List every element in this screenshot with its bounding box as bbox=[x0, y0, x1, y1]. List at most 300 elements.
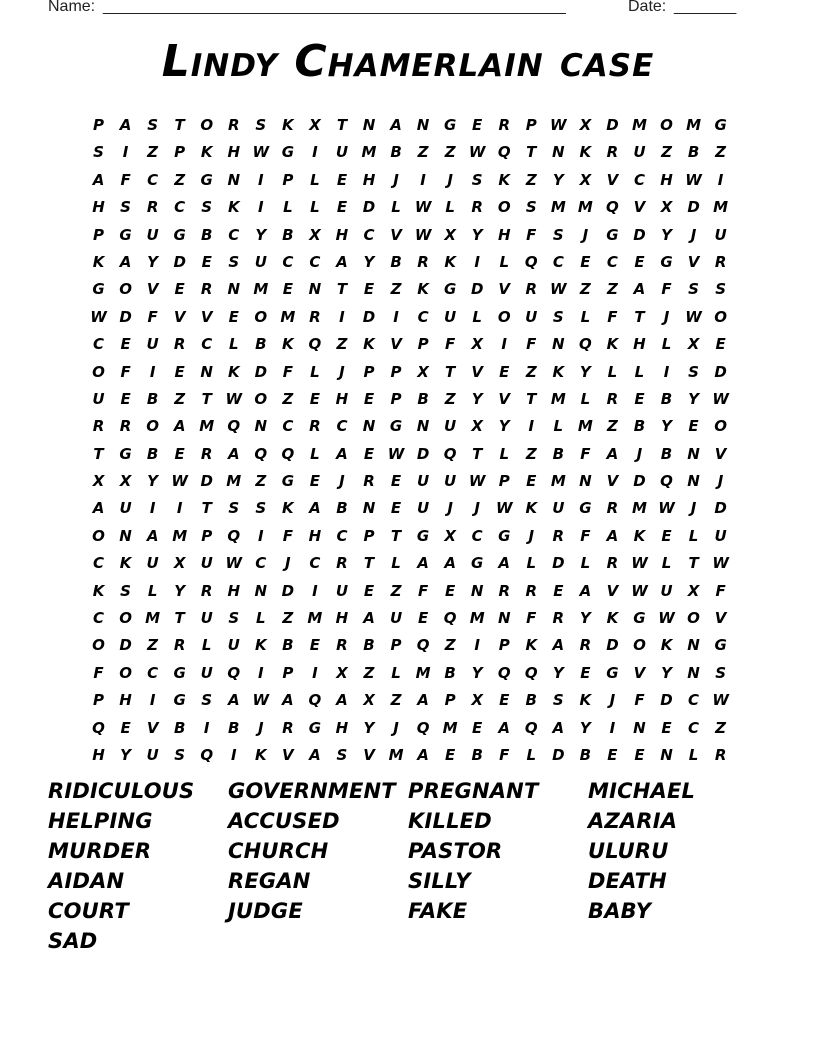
grid-letter[interactable]: H bbox=[335, 225, 349, 244]
grid-letter[interactable]: N bbox=[362, 116, 376, 134]
grid-letter[interactable]: H bbox=[119, 691, 132, 710]
grid-letter[interactable]: G bbox=[92, 280, 105, 299]
grid-letter[interactable]: L bbox=[391, 663, 401, 682]
grid-letter[interactable]: Z bbox=[390, 581, 402, 600]
grid-letter[interactable]: M bbox=[415, 663, 431, 682]
grid-letter[interactable]: B bbox=[255, 335, 267, 354]
grid-letter[interactable]: D bbox=[281, 581, 295, 600]
grid-letter[interactable]: N bbox=[687, 444, 700, 463]
grid-letter[interactable]: Z bbox=[606, 417, 618, 436]
grid-letter[interactable]: G bbox=[281, 143, 294, 162]
grid-letter[interactable]: J bbox=[339, 362, 345, 381]
grid-letter[interactable]: T bbox=[526, 143, 537, 162]
grid-letter[interactable]: U bbox=[92, 389, 105, 408]
grid-letter[interactable]: D bbox=[714, 362, 727, 381]
grid-letter[interactable]: Q bbox=[524, 252, 538, 271]
grid-letter[interactable]: Q bbox=[416, 636, 430, 655]
grid-letter[interactable]: J bbox=[447, 499, 453, 518]
grid-letter[interactable]: F bbox=[417, 581, 429, 600]
grid-letter[interactable]: E bbox=[661, 718, 672, 737]
grid-letter[interactable]: E bbox=[445, 745, 456, 764]
grid-letter[interactable]: I bbox=[663, 362, 670, 381]
grid-letter[interactable]: L bbox=[553, 417, 564, 436]
grid-letter[interactable]: E bbox=[634, 252, 645, 271]
grid-letter[interactable]: S bbox=[525, 198, 537, 217]
grid-letter[interactable]: X bbox=[444, 225, 456, 244]
grid-letter[interactable]: I bbox=[393, 307, 399, 326]
grid-letter[interactable]: N bbox=[470, 581, 484, 600]
grid-letter[interactable]: G bbox=[443, 280, 457, 299]
grid-letter[interactable]: H bbox=[227, 143, 241, 162]
grid-letter[interactable]: B bbox=[363, 636, 375, 655]
grid-letter[interactable]: S bbox=[120, 198, 131, 217]
grid-letter[interactable]: Y bbox=[552, 170, 564, 189]
grid-letter[interactable]: G bbox=[173, 663, 186, 682]
grid-letter[interactable]: O bbox=[119, 609, 132, 628]
grid-letter[interactable]: G bbox=[308, 718, 322, 737]
grid-letter[interactable]: S bbox=[336, 745, 348, 764]
grid-letter[interactable]: C bbox=[688, 718, 700, 737]
grid-letter[interactable]: W bbox=[90, 307, 107, 326]
grid-letter[interactable]: S bbox=[471, 170, 483, 189]
name-field[interactable]: ____________________________________________________ bbox=[103, 0, 566, 15]
grid-letter[interactable]: R bbox=[200, 444, 213, 463]
grid-letter[interactable]: Q bbox=[308, 691, 322, 710]
grid-letter[interactable]: H bbox=[92, 745, 105, 764]
grid-letter[interactable]: L bbox=[256, 609, 266, 628]
grid-letter[interactable]: A bbox=[309, 499, 321, 518]
grid-letter[interactable]: K bbox=[254, 636, 267, 655]
grid-letter[interactable]: W bbox=[414, 225, 432, 244]
grid-letter[interactable]: N bbox=[687, 636, 700, 655]
grid-letter[interactable]: S bbox=[93, 143, 104, 162]
grid-letter[interactable]: U bbox=[633, 143, 646, 162]
grid-letter[interactable]: X bbox=[309, 225, 321, 244]
grid-letter[interactable]: C bbox=[552, 252, 564, 271]
grid-letter[interactable]: G bbox=[173, 691, 186, 710]
grid-letter[interactable]: T bbox=[363, 554, 375, 573]
grid-letter[interactable]: E bbox=[363, 389, 375, 408]
grid-letter[interactable]: D bbox=[687, 198, 700, 217]
grid-letter[interactable]: F bbox=[120, 362, 131, 381]
grid-letter[interactable]: C bbox=[471, 526, 483, 545]
grid-letter[interactable]: T bbox=[201, 389, 212, 408]
grid-letter[interactable]: N bbox=[254, 581, 268, 600]
grid-letter[interactable]: G bbox=[633, 609, 646, 628]
grid-letter[interactable]: J bbox=[663, 307, 670, 326]
grid-letter[interactable]: M bbox=[713, 198, 729, 217]
grid-letter[interactable]: J bbox=[690, 499, 697, 518]
grid-letter[interactable]: O bbox=[146, 417, 159, 436]
grid-letter[interactable]: K bbox=[525, 499, 538, 518]
grid-letter[interactable]: L bbox=[310, 362, 320, 381]
grid-letter[interactable]: L bbox=[445, 198, 455, 217]
grid-letter[interactable]: R bbox=[525, 581, 538, 600]
grid-letter[interactable]: I bbox=[312, 143, 318, 162]
grid-letter[interactable]: L bbox=[391, 198, 401, 217]
grid-letter[interactable]: M bbox=[469, 609, 485, 628]
grid-letter[interactable]: Q bbox=[578, 335, 592, 354]
grid-letter[interactable]: C bbox=[336, 526, 348, 545]
grid-letter[interactable]: V bbox=[606, 472, 619, 491]
grid-letter[interactable]: H bbox=[633, 335, 646, 354]
grid-letter[interactable]: A bbox=[606, 526, 619, 545]
grid-letter[interactable]: V bbox=[471, 362, 483, 381]
grid-letter[interactable]: W bbox=[658, 609, 675, 628]
grid-letter[interactable]: R bbox=[227, 116, 240, 134]
grid-letter[interactable]: M bbox=[253, 280, 269, 299]
grid-letter[interactable]: J bbox=[528, 526, 535, 545]
grid-letter[interactable]: X bbox=[579, 170, 592, 189]
grid-letter[interactable]: Z bbox=[661, 143, 672, 162]
grid-letter[interactable]: H bbox=[308, 526, 322, 545]
grid-letter[interactable]: M bbox=[145, 609, 161, 628]
grid-letter[interactable]: L bbox=[283, 198, 293, 217]
grid-letter[interactable]: V bbox=[146, 280, 159, 299]
grid-letter[interactable]: R bbox=[173, 636, 186, 655]
grid-letter[interactable]: W bbox=[468, 472, 486, 491]
grid-letter[interactable]: A bbox=[417, 745, 429, 764]
grid-letter[interactable]: F bbox=[526, 335, 537, 354]
grid-letter[interactable]: Z bbox=[255, 472, 267, 491]
grid-letter[interactable]: K bbox=[200, 143, 213, 162]
grid-letter[interactable]: E bbox=[309, 389, 321, 408]
grid-letter[interactable]: N bbox=[633, 718, 646, 737]
grid-letter[interactable]: B bbox=[525, 691, 537, 710]
grid-letter[interactable]: K bbox=[282, 116, 294, 134]
grid-letter[interactable]: T bbox=[174, 116, 185, 134]
grid-letter[interactable]: W bbox=[658, 499, 675, 518]
grid-letter[interactable]: L bbox=[201, 636, 212, 655]
grid-letter[interactable]: N bbox=[416, 417, 430, 436]
grid-letter[interactable]: N bbox=[579, 472, 592, 491]
grid-letter[interactable]: G bbox=[119, 444, 132, 463]
grid-letter[interactable]: R bbox=[498, 116, 510, 134]
grid-letter[interactable]: R bbox=[471, 198, 483, 217]
grid-letter[interactable]: M bbox=[280, 307, 296, 326]
grid-letter[interactable]: A bbox=[390, 116, 402, 134]
grid-letter[interactable]: Z bbox=[715, 143, 727, 162]
grid-letter[interactable]: X bbox=[471, 691, 483, 710]
grid-letter[interactable]: X bbox=[309, 116, 321, 134]
grid-letter[interactable]: N bbox=[227, 170, 241, 189]
grid-letter[interactable]: A bbox=[417, 691, 429, 710]
grid-letter[interactable]: S bbox=[228, 499, 240, 518]
grid-letter[interactable]: L bbox=[688, 745, 699, 764]
grid-letter[interactable]: K bbox=[552, 362, 565, 381]
grid-letter[interactable]: M bbox=[388, 745, 404, 764]
grid-letter[interactable]: B bbox=[336, 499, 348, 518]
grid-letter[interactable]: U bbox=[389, 609, 403, 628]
grid-letter[interactable]: I bbox=[258, 198, 264, 217]
grid-letter[interactable]: E bbox=[499, 691, 510, 710]
grid-letter[interactable]: Y bbox=[471, 663, 483, 682]
grid-letter[interactable]: Y bbox=[120, 745, 131, 764]
grid-letter[interactable]: L bbox=[310, 198, 320, 217]
grid-letter[interactable]: I bbox=[176, 499, 183, 518]
grid-letter[interactable]: G bbox=[498, 526, 511, 545]
grid-letter[interactable]: Q bbox=[254, 444, 268, 463]
grid-letter[interactable]: C bbox=[93, 335, 105, 354]
grid-letter[interactable]: V bbox=[282, 745, 294, 764]
grid-letter[interactable]: Y bbox=[552, 663, 564, 682]
grid-letter[interactable]: B bbox=[282, 225, 294, 244]
grid-letter[interactable]: A bbox=[363, 609, 375, 628]
grid-letter[interactable]: O bbox=[687, 609, 700, 628]
grid-letter[interactable]: Z bbox=[444, 143, 456, 162]
grid-letter[interactable]: B bbox=[173, 718, 186, 737]
grid-letter[interactable]: A bbox=[498, 718, 511, 737]
grid-letter[interactable]: W bbox=[685, 170, 702, 189]
grid-letter[interactable]: V bbox=[498, 389, 511, 408]
grid-letter[interactable]: A bbox=[552, 636, 565, 655]
grid-letter[interactable]: V bbox=[714, 444, 727, 463]
grid-letter[interactable]: Y bbox=[363, 718, 375, 737]
grid-letter[interactable]: E bbox=[120, 335, 131, 354]
grid-letter[interactable]: W bbox=[171, 472, 188, 491]
grid-letter[interactable]: T bbox=[634, 307, 645, 326]
grid-letter[interactable]: R bbox=[309, 307, 321, 326]
grid-letter[interactable]: S bbox=[201, 691, 213, 710]
grid-letter[interactable]: K bbox=[282, 335, 294, 354]
grid-letter[interactable]: K bbox=[417, 280, 429, 299]
grid-letter[interactable]: C bbox=[633, 170, 645, 189]
grid-letter[interactable]: K bbox=[282, 499, 294, 518]
grid-letter[interactable]: R bbox=[92, 417, 105, 436]
grid-letter[interactable]: R bbox=[606, 499, 619, 518]
grid-letter[interactable]: W bbox=[252, 691, 270, 710]
grid-letter[interactable]: M bbox=[631, 116, 647, 134]
grid-letter[interactable]: Y bbox=[147, 252, 159, 271]
grid-letter[interactable]: L bbox=[661, 335, 672, 354]
grid-letter[interactable]: H bbox=[497, 225, 511, 244]
grid-letter[interactable]: W bbox=[631, 581, 648, 600]
grid-letter[interactable]: U bbox=[335, 143, 349, 162]
grid-letter[interactable]: D bbox=[362, 307, 376, 326]
grid-letter[interactable]: V bbox=[200, 307, 213, 326]
grid-letter[interactable]: X bbox=[471, 417, 483, 436]
grid-letter[interactable]: D bbox=[119, 636, 132, 655]
grid-letter[interactable]: W bbox=[631, 554, 648, 573]
grid-letter[interactable]: E bbox=[715, 335, 726, 354]
grid-letter[interactable]: G bbox=[714, 116, 727, 134]
grid-letter[interactable]: P bbox=[498, 472, 510, 491]
grid-letter[interactable]: R bbox=[173, 335, 186, 354]
grid-letter[interactable]: J bbox=[690, 225, 697, 244]
grid-letter[interactable]: W bbox=[712, 389, 729, 408]
grid-letter[interactable]: K bbox=[606, 335, 619, 354]
grid-letter[interactable]: D bbox=[714, 499, 727, 518]
grid-letter[interactable]: U bbox=[146, 554, 159, 573]
grid-letter[interactable]: Q bbox=[443, 444, 457, 463]
grid-letter[interactable]: I bbox=[258, 170, 264, 189]
grid-letter[interactable]: O bbox=[633, 636, 646, 655]
grid-letter[interactable]: A bbox=[336, 691, 348, 710]
grid-letter[interactable]: Z bbox=[282, 389, 294, 408]
grid-letter[interactable]: F bbox=[580, 526, 591, 545]
grid-letter[interactable]: Y bbox=[174, 581, 186, 600]
grid-letter[interactable]: A bbox=[119, 116, 132, 134]
grid-letter[interactable]: I bbox=[528, 417, 535, 436]
grid-letter[interactable]: Z bbox=[363, 663, 375, 682]
grid-letter[interactable]: W bbox=[685, 307, 702, 326]
grid-letter[interactable]: E bbox=[417, 609, 429, 628]
grid-letter[interactable]: L bbox=[688, 526, 699, 545]
grid-letter[interactable]: J bbox=[609, 691, 616, 710]
grid-letter[interactable]: O bbox=[92, 526, 105, 545]
grid-letter[interactable]: F bbox=[526, 609, 537, 628]
grid-letter[interactable]: C bbox=[147, 663, 159, 682]
grid-letter[interactable]: I bbox=[609, 718, 616, 737]
grid-letter[interactable]: E bbox=[282, 280, 293, 299]
grid-letter[interactable]: X bbox=[687, 581, 700, 600]
grid-letter[interactable]: D bbox=[470, 280, 484, 299]
grid-letter[interactable]: Z bbox=[525, 444, 537, 463]
grid-letter[interactable]: Z bbox=[525, 170, 537, 189]
grid-letter[interactable]: H bbox=[335, 718, 349, 737]
grid-letter[interactable]: G bbox=[416, 526, 430, 545]
grid-letter[interactable]: I bbox=[122, 143, 129, 162]
grid-letter[interactable]: K bbox=[444, 252, 456, 271]
grid-letter[interactable]: A bbox=[498, 554, 511, 573]
grid-letter[interactable]: S bbox=[120, 581, 131, 600]
grid-letter[interactable]: Q bbox=[227, 663, 241, 682]
grid-letter[interactable]: P bbox=[417, 335, 429, 354]
grid-letter[interactable]: U bbox=[146, 225, 159, 244]
grid-letter[interactable]: A bbox=[92, 499, 105, 518]
grid-letter[interactable]: L bbox=[526, 554, 537, 573]
grid-letter[interactable]: B bbox=[282, 636, 294, 655]
grid-letter[interactable]: H bbox=[92, 198, 105, 217]
grid-letter[interactable]: D bbox=[606, 116, 619, 134]
grid-letter[interactable]: L bbox=[580, 554, 591, 573]
grid-letter[interactable]: C bbox=[228, 225, 240, 244]
grid-letter[interactable]: U bbox=[200, 609, 213, 628]
grid-letter[interactable]: E bbox=[336, 198, 348, 217]
grid-letter[interactable]: E bbox=[580, 663, 591, 682]
grid-letter[interactable]: E bbox=[688, 417, 699, 436]
grid-letter[interactable]: P bbox=[390, 636, 402, 655]
grid-letter[interactable]: I bbox=[339, 307, 345, 326]
grid-letter[interactable]: S bbox=[552, 307, 564, 326]
grid-letter[interactable]: A bbox=[606, 444, 619, 463]
grid-letter[interactable]: X bbox=[417, 362, 429, 381]
grid-letter[interactable]: W bbox=[550, 280, 567, 299]
grid-letter[interactable]: Z bbox=[715, 718, 727, 737]
grid-letter[interactable]: F bbox=[120, 170, 131, 189]
grid-letter[interactable]: D bbox=[606, 636, 619, 655]
grid-letter[interactable]: T bbox=[526, 389, 537, 408]
grid-letter[interactable]: Z bbox=[390, 280, 402, 299]
grid-letter[interactable]: Z bbox=[147, 636, 159, 655]
grid-letter[interactable]: G bbox=[200, 170, 213, 189]
grid-letter[interactable]: F bbox=[282, 362, 293, 381]
grid-letter[interactable]: B bbox=[660, 444, 673, 463]
grid-letter[interactable]: Q bbox=[524, 718, 538, 737]
grid-letter[interactable]: X bbox=[444, 526, 456, 545]
grid-letter[interactable]: E bbox=[607, 745, 618, 764]
grid-letter[interactable]: T bbox=[336, 280, 348, 299]
grid-letter[interactable]: W bbox=[550, 116, 567, 134]
grid-letter[interactable]: H bbox=[335, 389, 349, 408]
grid-letter[interactable]: Q bbox=[660, 472, 673, 491]
grid-letter[interactable]: J bbox=[636, 444, 643, 463]
grid-letter[interactable]: E bbox=[201, 252, 212, 271]
grid-letter[interactable]: S bbox=[715, 280, 726, 299]
grid-letter[interactable]: B bbox=[200, 225, 213, 244]
grid-letter[interactable]: T bbox=[336, 116, 348, 134]
grid-letter[interactable]: L bbox=[310, 444, 320, 463]
grid-letter[interactable]: G bbox=[714, 636, 727, 655]
grid-letter[interactable]: E bbox=[363, 444, 375, 463]
grid-letter[interactable]: C bbox=[93, 609, 105, 628]
grid-letter[interactable]: E bbox=[228, 307, 239, 326]
grid-letter[interactable]: P bbox=[282, 663, 294, 682]
grid-letter[interactable]: Z bbox=[579, 280, 591, 299]
grid-letter[interactable]: H bbox=[335, 609, 349, 628]
grid-letter[interactable]: M bbox=[577, 417, 593, 436]
grid-letter[interactable]: C bbox=[201, 335, 213, 354]
grid-letter[interactable]: Z bbox=[174, 389, 186, 408]
grid-letter[interactable]: W bbox=[414, 198, 432, 217]
grid-letter[interactable]: O bbox=[254, 389, 268, 408]
grid-letter[interactable]: Y bbox=[579, 362, 591, 381]
grid-letter[interactable]: M bbox=[550, 389, 566, 408]
grid-letter[interactable]: I bbox=[312, 581, 318, 600]
grid-letter[interactable]: A bbox=[119, 252, 132, 271]
grid-letter[interactable]: C bbox=[336, 417, 348, 436]
grid-letter[interactable]: C bbox=[93, 554, 105, 573]
grid-letter[interactable]: G bbox=[443, 116, 457, 134]
grid-letter[interactable]: D bbox=[119, 307, 132, 326]
grid-letter[interactable]: V bbox=[633, 663, 646, 682]
grid-letter[interactable]: U bbox=[254, 252, 267, 271]
grid-letter[interactable]: S bbox=[715, 663, 726, 682]
grid-letter[interactable]: B bbox=[146, 389, 159, 408]
grid-letter[interactable]: N bbox=[308, 280, 322, 299]
grid-letter[interactable]: E bbox=[634, 389, 645, 408]
grid-letter[interactable]: O bbox=[119, 663, 132, 682]
grid-letter[interactable]: H bbox=[362, 170, 376, 189]
grid-letter[interactable]: C bbox=[363, 225, 375, 244]
grid-letter[interactable]: M bbox=[442, 718, 458, 737]
grid-letter[interactable]: C bbox=[688, 691, 700, 710]
grid-letter[interactable]: E bbox=[120, 389, 131, 408]
grid-letter[interactable]: E bbox=[472, 718, 483, 737]
grid-letter[interactable]: B bbox=[146, 444, 159, 463]
date-field[interactable]: _______ bbox=[674, 0, 737, 15]
grid-letter[interactable]: G bbox=[579, 499, 592, 518]
grid-letter[interactable]: F bbox=[93, 663, 104, 682]
grid-letter[interactable]: A bbox=[417, 554, 429, 573]
grid-letter[interactable]: W bbox=[712, 691, 729, 710]
grid-letter[interactable]: L bbox=[499, 252, 509, 271]
grid-letter[interactable]: Z bbox=[444, 636, 456, 655]
grid-letter[interactable]: U bbox=[416, 499, 430, 518]
grid-letter[interactable]: W bbox=[468, 143, 486, 162]
grid-letter[interactable]: I bbox=[149, 691, 156, 710]
grid-letter[interactable]: K bbox=[579, 143, 592, 162]
grid-letter[interactable]: U bbox=[200, 663, 213, 682]
grid-letter[interactable]: V bbox=[390, 335, 402, 354]
grid-letter[interactable]: A bbox=[579, 581, 592, 600]
grid-letter[interactable]: K bbox=[92, 252, 105, 271]
grid-letter[interactable]: O bbox=[497, 307, 511, 326]
grid-letter[interactable]: F bbox=[634, 691, 645, 710]
grid-letter[interactable]: E bbox=[390, 499, 402, 518]
grid-letter[interactable]: B bbox=[444, 663, 456, 682]
grid-letter[interactable]: L bbox=[147, 581, 158, 600]
